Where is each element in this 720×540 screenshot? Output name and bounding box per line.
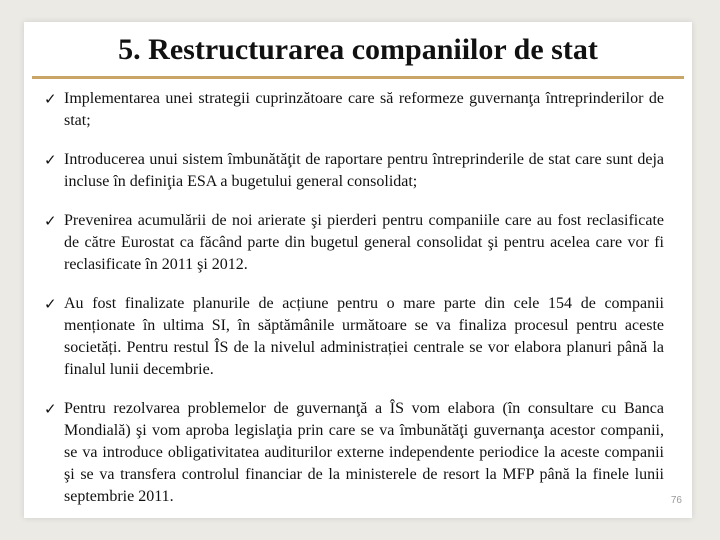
bullet-item [44,210,664,276]
bullet-text: Introducerea unui sistem îmbunătăţit de raportare pentru întreprinderile de stat care sunt deja incluse în definiţia ESA a bugetului general consolidat; [64,151,664,190]
title-underline [32,76,684,79]
bullet-text: Implementarea unei strategii cuprinzătoare care să reformeze guvernanţa întreprinderilor de stat; [64,90,664,129]
slide-title: 5. Restructurarea companiilor de stat [118,33,598,66]
bullet-list [44,88,664,525]
slide [24,22,692,518]
checkmark-icon: ✓ [44,295,57,313]
checkmark-icon: ✓ [44,90,57,108]
bullet-text: Prevenirea acumulării de noi arierate şi pierderi pentru companiile care au fost reclasificate de către Eurostat ca făcând parte din bugetul general consolidat şi pentru acelea care vor fi reclasificate în 2011 şi 2012. [64,212,664,273]
checkmark-icon: ✓ [44,212,57,230]
bullet-item [44,149,664,193]
page-number: 76 [670,495,682,506]
bullet-item [44,293,664,381]
bullet-text: Au fost finalizate planurile de acțiune pentru o mare parte din cele 154 de companii menționate în ultima SI, în săptămânile următoare se va finaliza procesul pentru aceste societăți. Pentru restul ÎS de la nivelul administrației centrale se vor elabora planuri până la finalul lunii decembrie. [64,295,664,378]
checkmark-icon: ✓ [44,400,57,418]
bullet-text: Pentru rezolvarea problemelor de guvernanţă a ÎS vom elabora (în consultare cu Banca Mondială) şi vom aproba legislaţia prin care se va îmbunătăţi guvernanţa acestor companii, se va introduce obligativitatea auditurilor externe independente periodice la aceste companii şi se va transfera controlul financiar de la ministerele de resort la MFP până la finele lunii septembrie 2011. [64,400,664,505]
checkmark-icon: ✓ [44,151,57,169]
bullet-item [44,398,664,508]
bullet-item [44,88,664,132]
